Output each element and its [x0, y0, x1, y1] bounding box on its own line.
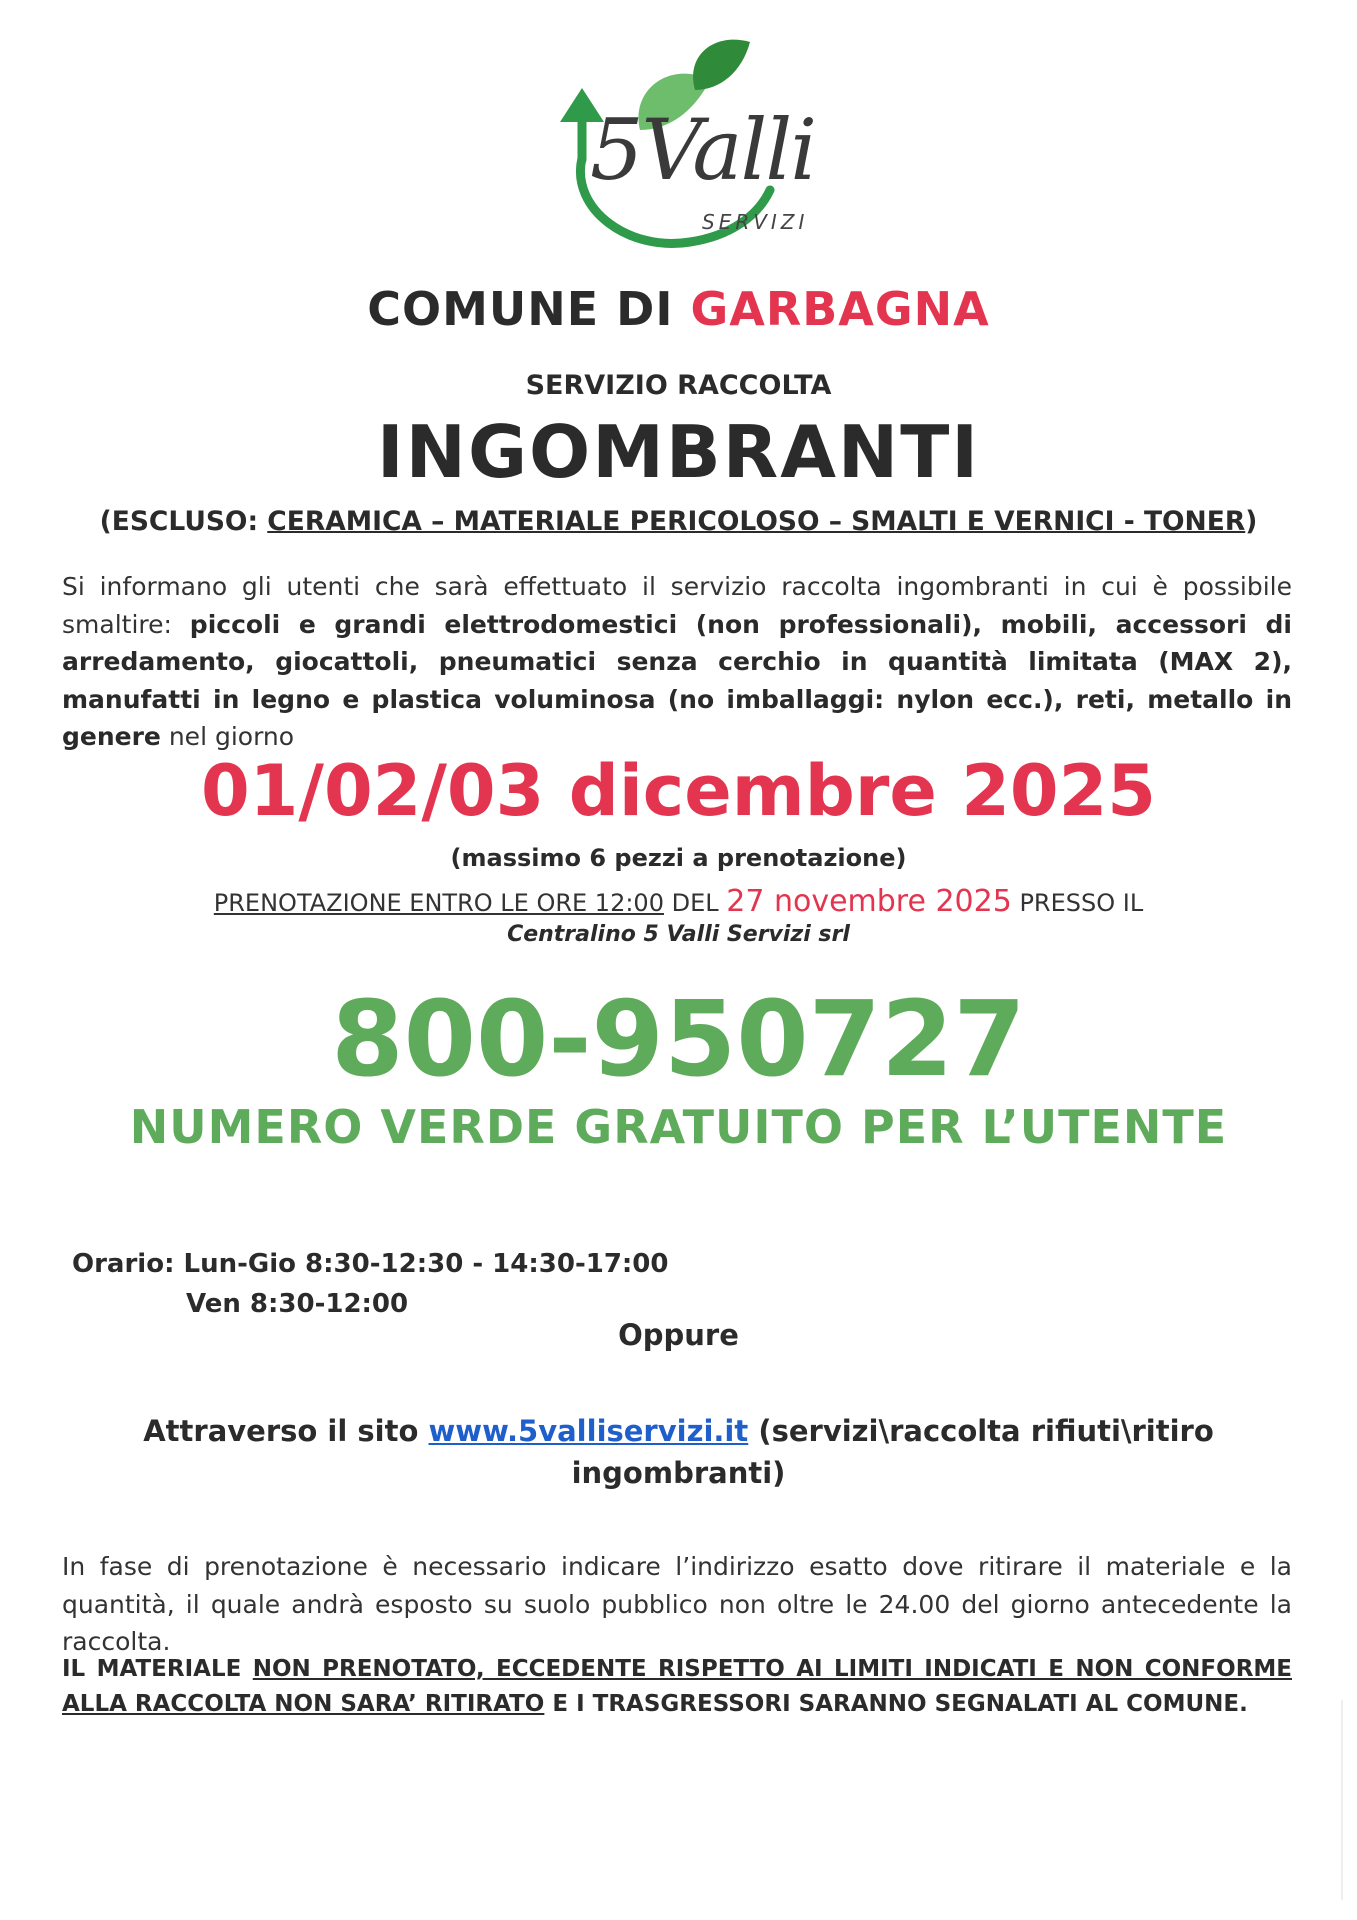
booking-deadline — [0, 884, 1357, 919]
booking-deadline-label: PRENOTAZIONE ENTRO LE ORE 12:00 — [213, 889, 664, 917]
intro-paragraph — [62, 568, 1292, 756]
excluded-items — [0, 506, 1357, 537]
centralino-name: Centralino 5 Valli Servizi srl — [507, 922, 850, 947]
booking-presso: PRESSO IL — [1011, 889, 1144, 917]
website-link[interactable]: www.5valliservizi.it — [428, 1414, 749, 1448]
opening-hours — [72, 1244, 669, 1324]
escluso-list: CERAMICA – MATERIALE PERICOLOSO – SMALTI E VERNICI - TONER — [267, 506, 1246, 537]
intro-items: piccoli e grandi elettrodomestici (non professionali), mobili, accessori di arredamento, giocattoli, pneumatici senza cerchio in quantità limitata (MAX 2), manufatti in legno e plastica voluminosa (no imballaggi: nylon ecc.), reti, metallo in genere — [62, 609, 1292, 751]
comune-prefix: COMUNE DI — [367, 282, 691, 336]
escluso-open: (ESCLUSO: — [99, 506, 268, 537]
website-path: (servizi\raccolta rifiuti\ritiro — [748, 1414, 1214, 1448]
opening-hours-line1: Orario: Lun-Gio 8:30-12:30 - 14:30-17:00 — [72, 1249, 669, 1279]
logo-5valli — [520, 30, 880, 260]
warning-lead: IL MATERIALE — [62, 1656, 253, 1682]
oppure-label: Oppure — [618, 1318, 739, 1352]
comune-heading — [0, 282, 1357, 336]
escluso-close: ) — [1245, 506, 1258, 537]
website-instructions — [0, 1410, 1357, 1494]
warning-notice — [62, 1652, 1292, 1722]
logo-subtitle: SERVIZI — [702, 210, 809, 234]
warning-tail: E I TRASGRESSORI SARANNO SEGNALATI AL COMUNE. — [544, 1691, 1248, 1717]
collection-date: 01/02/03 dicembre 2025 — [200, 750, 1157, 832]
page-title: INGOMBRANTI — [376, 410, 981, 494]
website-lead: Attraverso il sito — [143, 1414, 429, 1448]
booking-del: DEL — [663, 889, 727, 917]
comune-name: GARBAGNA — [690, 282, 990, 336]
logo-wordmark: 5Valli — [590, 101, 816, 199]
opening-hours-line2: Ven 8:30-12:00 — [186, 1289, 409, 1319]
servizio-heading: SERVIZIO RACCOLTA — [525, 370, 832, 401]
website-path-line2: ingombranti) — [571, 1456, 786, 1490]
max-pieces-note: (massimo 6 pezzi a prenotazione) — [450, 844, 907, 872]
intro-tail: nel giorno — [160, 722, 295, 751]
booking-note: In fase di prenotazione è necessario indicare l’indirizzo esatto dove ritirare il materiale e la quantità, il quale andrà esposto su suolo pubblico non oltre le 24.00 del giorno antecedente la raccolta. — [62, 1552, 1292, 1656]
toll-free-label: NUMERO VERDE GRATUITO PER L’UTENTE — [129, 1100, 1228, 1154]
intro-lead: Si informano gli utenti che sarà effettuato il servizio raccolta ingombranti in cui è possibile smaltire: — [62, 572, 1292, 639]
booking-deadline-date: 27 novembre 2025 — [726, 884, 1012, 919]
phone-number[interactable]: 800-950727 — [331, 978, 1026, 1100]
scan-edge-line — [1341, 1700, 1343, 1900]
warning-underlined: NON PRENOTATO, ECCEDENTE RISPETTO AI LIMITI INDICATI E NON CONFORME ALLA RACCOLTA NON SARA’ RITIRATO — [62, 1656, 1292, 1717]
